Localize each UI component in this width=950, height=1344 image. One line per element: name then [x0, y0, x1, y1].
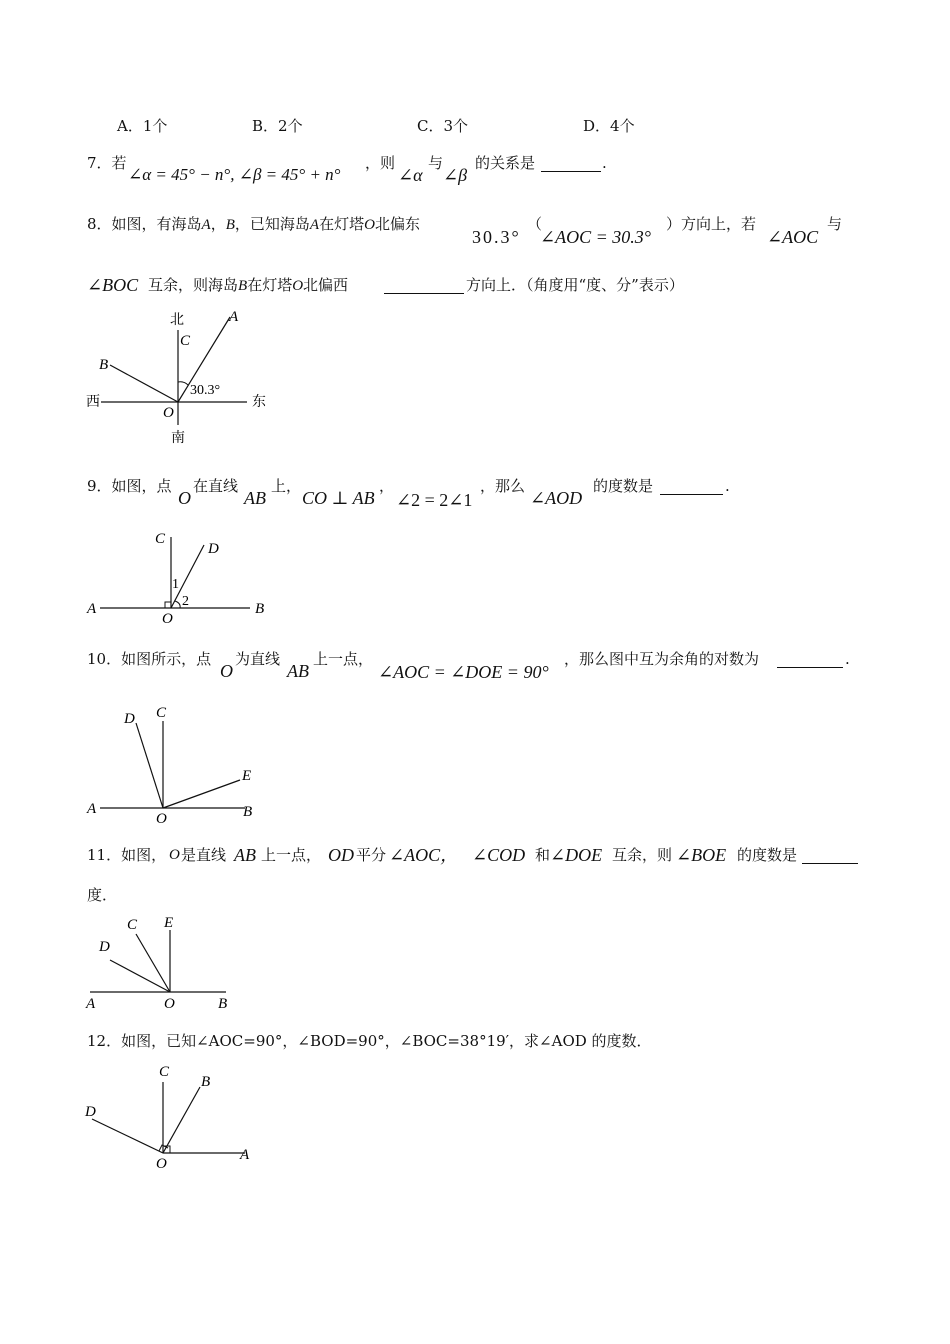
q12-ray-od: [92, 1119, 163, 1153]
q7-tail: 的关系是: [475, 154, 536, 172]
q8-label-north: 北: [170, 312, 184, 328]
q10-end: .: [845, 650, 850, 668]
q9-blank[interactable]: [660, 494, 723, 495]
q10-eq: ∠AOC = ∠DOE = 90°: [378, 662, 549, 682]
q8-boc: ∠BOC: [87, 275, 139, 295]
q10-ray-oe: [163, 780, 240, 808]
q9-rel: ∠2 = 2∠1: [396, 490, 473, 510]
q8-degree: 30.3°: [472, 227, 521, 247]
q10-label-a: A: [87, 801, 97, 817]
q9-label-c: C: [155, 531, 166, 547]
q8-label-angle: 30.3°: [190, 383, 221, 398]
q12-label-o: O: [156, 1156, 167, 1172]
q9-label-1: 1: [172, 577, 179, 592]
q11-figure: [80, 910, 280, 1010]
q8-paren-open: （: [527, 215, 543, 233]
q9-e: ，那么: [480, 477, 526, 495]
q7-end: .: [602, 154, 607, 172]
q11-o: O: [169, 847, 180, 863]
option-a: A．1个: [117, 117, 168, 135]
q8-aoc: ∠AOC: [767, 227, 819, 247]
q11-cod: ∠COD: [472, 845, 526, 865]
q9-b: 在直线: [193, 477, 239, 495]
q11-label-e: E: [164, 915, 174, 931]
q9-d: ，: [379, 477, 395, 495]
q9-right-angle-mark: [165, 602, 171, 608]
q8-line2-tail: 方向上．（角度用“度、分”表示）: [466, 276, 684, 294]
q10-label-c: C: [156, 705, 167, 721]
q7-blank[interactable]: [541, 171, 601, 172]
q8-figure: [80, 305, 280, 445]
q11-label-c: C: [127, 917, 138, 933]
q11-boe: ∠BOE: [676, 845, 727, 865]
q8-label-west: 西: [86, 394, 100, 410]
q9-end: .: [725, 477, 730, 495]
q9-a: 9．如图，点: [87, 477, 172, 495]
q11-label-a: A: [86, 996, 96, 1012]
option-c: C．3个: [417, 117, 469, 135]
q8-label-south: 南: [171, 430, 185, 446]
q11-doe: ∠DOE: [550, 845, 603, 865]
q10-label-d: D: [124, 711, 135, 727]
q11-f: 互余，则: [612, 846, 673, 864]
q8-label-c: C: [180, 333, 191, 349]
q11-od: OD: [328, 845, 354, 865]
q9-label-2: 2: [182, 594, 189, 609]
q8-aoc-eq: ∠AOC = 30.3°: [540, 227, 651, 247]
q9-c: 上，: [271, 477, 302, 495]
q7-beta: ∠β: [443, 165, 468, 185]
q10-blank[interactable]: [777, 667, 843, 668]
q11-b: 是直线: [181, 846, 227, 864]
q9-label-d: D: [208, 541, 219, 557]
q9-perp: CO ⊥ AB: [302, 488, 375, 508]
q12-label-a: A: [240, 1147, 250, 1163]
q9-aod: ∠AOD: [530, 488, 583, 508]
q10-label-b: B: [243, 804, 253, 820]
q11-aoc: ∠AOC，: [389, 845, 459, 865]
q8-and: 与: [827, 215, 843, 233]
q8-paren-close: ）方向上，若: [666, 215, 757, 233]
q12-label-b: B: [201, 1074, 211, 1090]
q9-label-o: O: [162, 611, 173, 627]
q8-label-o: O: [163, 405, 174, 421]
q11-blank[interactable]: [802, 863, 858, 864]
q11-ab: AB: [234, 845, 256, 865]
q9-angle-arc: [175, 601, 180, 608]
q11-g: 的度数是: [737, 846, 798, 864]
q8-label-a: A: [229, 309, 239, 325]
q10-c: 上一点，: [313, 650, 374, 668]
q10-o: O: [220, 661, 233, 681]
q11-label-b: B: [218, 996, 228, 1012]
q10-figure: [80, 700, 280, 830]
q8-label-b: B: [99, 357, 109, 373]
q10-a: 10．如图所示，点: [87, 650, 212, 668]
q8-angle-arc: [178, 382, 188, 385]
q9-ab: AB: [244, 488, 266, 508]
q10-label-o: O: [156, 811, 167, 827]
q12-figure: [80, 1060, 280, 1180]
q7-alpha: ∠α: [398, 165, 423, 185]
q8-ray-ob: [110, 365, 178, 402]
q10-label-e: E: [242, 768, 252, 784]
q9-f: 的度数是: [593, 477, 654, 495]
q7-and: 与: [428, 154, 444, 172]
q11-label-d: D: [99, 939, 110, 955]
q7-number: 7．若: [87, 154, 127, 172]
q9-label-b: B: [255, 601, 265, 617]
q12-label-c: C: [159, 1064, 170, 1080]
q12-ray-ob: [163, 1087, 200, 1153]
q11-line2: 度．: [87, 886, 118, 904]
q10-d: ，那么图中互为余角的对数为: [564, 650, 760, 668]
q12-label-d: D: [85, 1104, 96, 1120]
q7-expr: ∠α = 45° − n°, ∠β = 45° + n°: [128, 165, 341, 184]
option-b: B．2个: [252, 117, 303, 135]
q8-line1: 8．如图，有海岛A，B，已知海岛A在灯塔O北偏东: [87, 215, 420, 233]
q10-ray-od: [136, 723, 163, 808]
q10-b: 为直线: [235, 650, 281, 668]
q11-c: 上一点，: [261, 846, 322, 864]
q9-label-a: A: [87, 601, 97, 617]
q11-a: 11．如图，: [87, 846, 167, 864]
q8-label-east: 东: [252, 394, 266, 410]
q12-text: 12．如图，已知∠AOC=90°，∠BOD=90°，∠BOC=38°19′，求∠AOD 的度数．: [87, 1032, 652, 1050]
q9-figure: [80, 525, 280, 635]
q11-e: 和: [535, 846, 551, 864]
q11-label-o: O: [164, 996, 175, 1012]
q8-line2: 互余，则海岛B在灯塔O北偏西: [148, 276, 349, 294]
q11-d: 平分: [356, 846, 387, 864]
option-d: D．4个: [583, 117, 635, 135]
q9-o: O: [178, 488, 191, 508]
q8-blank[interactable]: [384, 293, 464, 294]
q10-ab: AB: [287, 661, 309, 681]
q7-then: ，则: [365, 154, 396, 172]
